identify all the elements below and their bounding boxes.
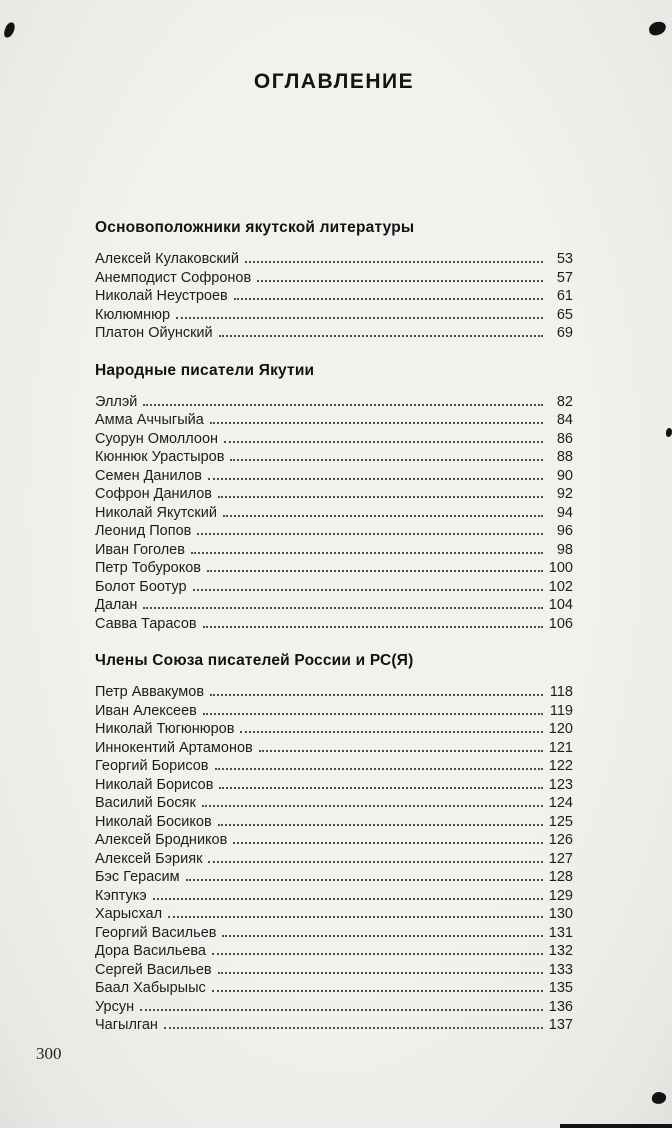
- toc-entry: [95, 448, 573, 467]
- toc-entry: [95, 324, 573, 343]
- toc-section: [95, 651, 573, 1035]
- toc-entry: [95, 578, 573, 597]
- dot-leader: [208, 478, 543, 480]
- toc-entry: [95, 850, 573, 869]
- entry-page-number: 96: [556, 523, 573, 539]
- scan-artifact-top-left: [3, 21, 17, 39]
- entry-title: Алексей Бродников: [95, 832, 228, 848]
- entry-title: Иван Алексеев: [95, 702, 197, 719]
- dot-leader: [212, 990, 543, 992]
- toc-entry: [95, 522, 573, 541]
- entry-page-number: 86: [556, 430, 573, 447]
- entry-page-number: 131: [548, 924, 573, 941]
- toc-entry: [95, 887, 573, 906]
- dot-leader: [212, 953, 543, 955]
- toc-entry: [95, 757, 573, 776]
- entry-title: Николай Якутский: [95, 504, 217, 521]
- dot-leader: [202, 805, 543, 807]
- dot-leader: [210, 694, 543, 696]
- dot-leader: [219, 787, 542, 789]
- entry-page-number: 98: [556, 541, 573, 558]
- entry-page-number: 125: [548, 813, 573, 830]
- toc-entry: [95, 430, 573, 449]
- entry-title: Чагылган: [95, 1017, 158, 1033]
- entry-page-number: 84: [556, 412, 573, 428]
- entry-title: Василий Босяк: [95, 795, 196, 811]
- entry-page-number: 136: [548, 998, 573, 1015]
- toc-entry: [95, 702, 573, 721]
- entry-page-number: 126: [548, 832, 573, 848]
- toc-entry: [95, 905, 573, 924]
- toc-entry: [95, 739, 573, 758]
- toc-entry: [95, 467, 573, 486]
- entry-page-number: 92: [556, 486, 573, 502]
- toc-entry: [95, 559, 573, 578]
- entry-page-number: 53: [556, 251, 573, 267]
- entry-title: Петр Тобуроков: [95, 560, 202, 576]
- entry-page-number: 127: [548, 850, 573, 867]
- entry-title: Сергей Васильев: [95, 961, 212, 978]
- entry-page-number: 121: [548, 739, 573, 756]
- dot-leader: [207, 570, 543, 572]
- entry-title: Бэс Герасим: [95, 869, 180, 885]
- dot-leader: [218, 824, 543, 826]
- dot-leader: [219, 335, 543, 337]
- entry-title: Урсун: [95, 998, 135, 1015]
- entry-page-number: 69: [556, 325, 573, 341]
- dot-leader: [257, 280, 543, 282]
- entry-title: Алексей Бэрияк: [95, 850, 203, 867]
- entry-title: Иван Гоголев: [95, 541, 185, 558]
- entry-title: Софрон Данилов: [95, 486, 213, 502]
- entry-page-number: 106: [548, 615, 573, 632]
- entry-page-number: 128: [548, 869, 573, 885]
- entry-page-number: 119: [549, 702, 573, 719]
- toc-entry: [95, 720, 573, 739]
- dot-leader: [208, 861, 542, 863]
- entry-page-number: 94: [556, 504, 573, 521]
- entry-title: Платон Ойунский: [95, 325, 213, 341]
- entry-title: Харысхал: [95, 906, 163, 922]
- dot-leader: [203, 713, 543, 715]
- toc-entry: [95, 776, 573, 795]
- entry-page-number: 123: [548, 776, 573, 793]
- entry-title: Николай Босиков: [95, 813, 212, 830]
- entry-title: Петр Аввакумов: [95, 684, 205, 700]
- dot-leader: [218, 496, 543, 498]
- toc-entry: [95, 306, 573, 325]
- entry-title: Николай Неустроев: [95, 288, 228, 304]
- toc-entry: [95, 541, 573, 560]
- entry-title: Георгий Васильев: [95, 924, 217, 941]
- entry-page-number: 65: [556, 306, 573, 323]
- footer-page-number: 300: [36, 1044, 62, 1063]
- entry-page-number: 122: [548, 758, 573, 774]
- dot-leader: [245, 261, 543, 263]
- toc-entry: [95, 979, 573, 998]
- dot-leader: [234, 298, 543, 300]
- entry-page-number: 129: [548, 887, 573, 904]
- toc-entry: [95, 504, 573, 523]
- entry-title: Дора Васильева: [95, 943, 206, 959]
- entry-title: Николай Тюгюнюров: [95, 721, 235, 737]
- dot-leader: [203, 626, 543, 628]
- dot-leader: [143, 404, 543, 406]
- entry-title: Николай Борисов: [95, 776, 214, 793]
- dot-leader: [240, 731, 542, 733]
- dot-leader: [224, 441, 543, 443]
- dot-leader: [153, 898, 543, 900]
- dot-leader: [259, 750, 543, 752]
- toc-section: [95, 218, 573, 343]
- entry-title: Болот Боотур: [95, 578, 187, 595]
- section-heading: Основоположники якутской литературы: [95, 219, 415, 236]
- entry-title: Георгий Борисов: [95, 758, 209, 774]
- dot-leader: [230, 459, 543, 461]
- toc-entry: [95, 393, 573, 412]
- scan-artifact-top-right: [648, 21, 667, 37]
- dot-leader: [164, 1027, 543, 1029]
- dot-leader: [140, 1009, 543, 1011]
- entry-page-number: 82: [556, 393, 573, 410]
- entry-page-number: 104: [548, 597, 573, 613]
- scan-artifact-bottom-edge: [560, 1124, 672, 1128]
- dot-leader: [218, 972, 543, 974]
- entry-page-number: 135: [548, 980, 573, 996]
- toc-entry: [95, 1016, 573, 1035]
- entry-page-number: 124: [548, 795, 573, 811]
- entry-page-number: 132: [548, 943, 573, 959]
- entry-page-number: 118: [549, 684, 573, 700]
- entry-title: Иннокентий Артамонов: [95, 739, 253, 756]
- entry-page-number: 133: [548, 961, 573, 978]
- entry-page-number: 88: [556, 449, 573, 465]
- toc-entry: [95, 250, 573, 269]
- entry-title: Далан: [95, 597, 138, 613]
- toc-entry: [95, 813, 573, 832]
- scan-artifact-bottom-right: [651, 1091, 667, 1105]
- entry-title: Кэптукэ: [95, 887, 147, 904]
- entry-title: Семен Данилов: [95, 467, 202, 484]
- toc-entry: [95, 924, 573, 943]
- entry-title: Алексей Кулаковский: [95, 251, 239, 267]
- entry-title: Эллэй: [95, 393, 138, 410]
- entry-page-number: 100: [548, 560, 573, 576]
- entry-page-number: 61: [556, 288, 573, 304]
- entry-title: Леонид Попов: [95, 523, 192, 539]
- toc-entry: [95, 961, 573, 980]
- entry-page-number: 137: [548, 1017, 573, 1033]
- dot-leader: [215, 768, 543, 770]
- dot-leader: [176, 317, 543, 319]
- entry-page-number: 90: [556, 467, 573, 484]
- toc-entry: [95, 868, 573, 887]
- toc-entry: [95, 683, 573, 702]
- dot-leader: [186, 879, 543, 881]
- entry-title: Кюннюк Урастыров: [95, 449, 225, 465]
- dot-leader: [143, 607, 542, 609]
- dot-leader: [191, 552, 543, 554]
- toc-entry: [95, 485, 573, 504]
- entry-page-number: 102: [548, 578, 573, 595]
- toc-entry: [95, 411, 573, 430]
- toc-entry: [95, 269, 573, 288]
- entry-title: Кюлюмнюр: [95, 306, 171, 323]
- dot-leader: [222, 935, 542, 937]
- dot-leader: [223, 515, 543, 517]
- table-of-contents: [95, 218, 573, 1053]
- dot-leader: [197, 533, 543, 535]
- scan-artifact-right-edge: [666, 428, 672, 437]
- toc-entry: [95, 998, 573, 1017]
- dot-leader: [233, 842, 542, 844]
- toc-entry: [95, 615, 573, 634]
- dot-leader: [193, 589, 543, 591]
- entry-title: Савва Тарасов: [95, 615, 197, 632]
- page-title: ОГЛАВЛЕНИЕ: [253, 70, 415, 93]
- section-heading: Члены Союза писателей России и РС(Я): [95, 652, 414, 669]
- entry-title: Амма Аччыгыйа: [95, 412, 204, 428]
- toc-entry: [95, 831, 573, 850]
- toc-entry: [95, 287, 573, 306]
- toc-entry: [95, 794, 573, 813]
- toc-section: [95, 361, 573, 634]
- entry-title: Анемподист Софронов: [95, 269, 252, 286]
- dot-leader: [168, 916, 543, 918]
- entry-page-number: 130: [548, 906, 573, 922]
- toc-entry: [95, 596, 573, 615]
- section-heading: Народные писатели Якутии: [95, 361, 315, 379]
- entry-page-number: 57: [556, 269, 573, 286]
- toc-entry: [95, 942, 573, 961]
- entry-page-number: 120: [548, 721, 573, 737]
- entry-title: Баал Хабырыыс: [95, 980, 206, 996]
- dot-leader: [210, 422, 543, 424]
- entry-title: Суорун Омоллоон: [95, 430, 219, 447]
